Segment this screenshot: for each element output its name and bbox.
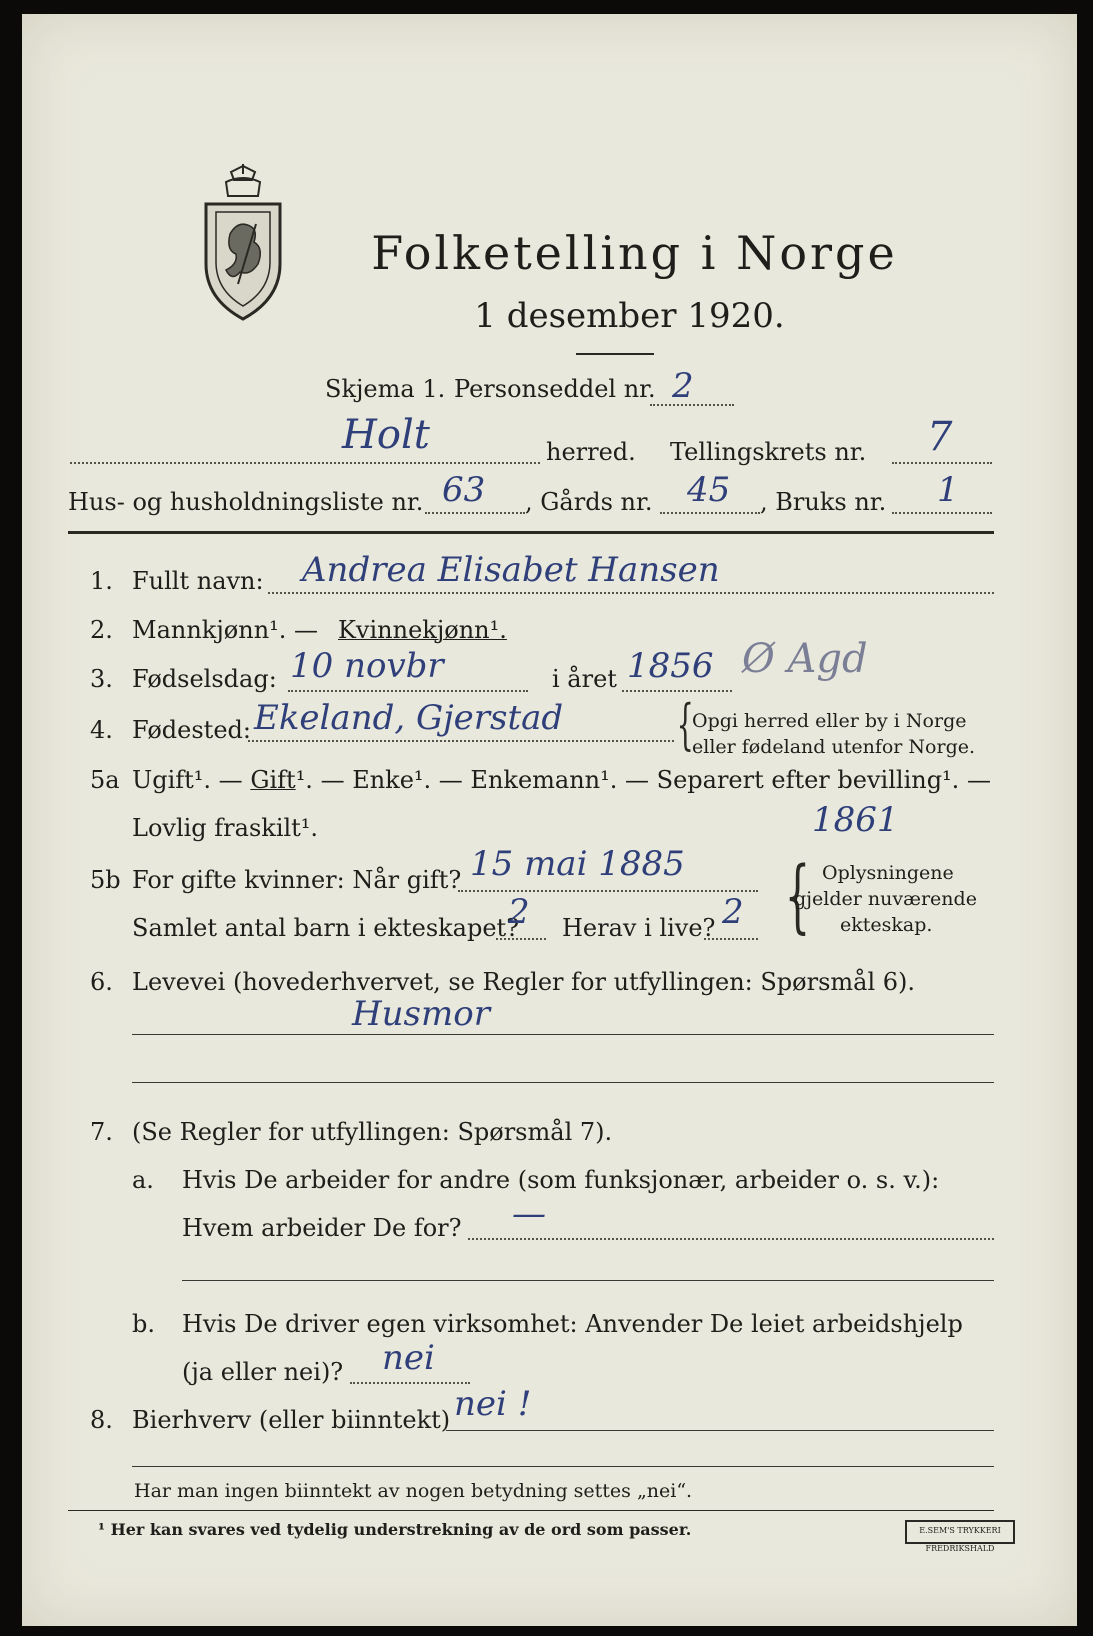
q7a-label: Hvis De arbeider for andre (som funksjonær, arbeider o. s. v.): xyxy=(182,1166,940,1194)
q7b-letter: b. xyxy=(132,1310,155,1338)
q7b-label-2: (ja eller nei)? xyxy=(182,1358,344,1386)
q5b-date-line xyxy=(458,890,758,892)
status-unmarried-option[interactable]: Ugift¹. — xyxy=(132,766,243,794)
children-alive-value[interactable]: 2 xyxy=(722,892,744,932)
herred-value[interactable]: Holt xyxy=(342,412,430,458)
q5b-hint-3: ekteskap. xyxy=(840,914,933,936)
q5b-number: 5b xyxy=(90,866,121,894)
status-married-option[interactable]: Gift xyxy=(250,766,296,794)
footer-rule xyxy=(68,1510,994,1511)
sex-male-option[interactable]: Mannkjønn¹. — xyxy=(132,616,319,644)
marriage-year-annotation: 1861 xyxy=(812,800,899,840)
bruks-value[interactable]: 1 xyxy=(937,470,959,510)
q8-line-2 xyxy=(132,1466,994,1467)
q4-number: 4. xyxy=(90,716,113,744)
herred-line xyxy=(70,462,540,464)
bruks-line xyxy=(892,512,992,514)
q5b-hint-2: gjelder nuværende xyxy=(794,888,977,910)
tellingskrets-label: Tellingskrets nr. xyxy=(670,438,867,466)
hired-help-value[interactable]: nei xyxy=(382,1338,435,1378)
q4-brace: { xyxy=(676,693,694,756)
birth-annotation: Ø Agd xyxy=(742,636,868,682)
husliste-value[interactable]: 63 xyxy=(442,470,486,510)
herred-label: herred. xyxy=(546,438,636,466)
gards-line xyxy=(660,512,760,514)
q5b-alive-label: Herav i live? xyxy=(562,914,716,942)
header-rule xyxy=(68,531,994,534)
q6-label: Levevei (hovederhvervet, se Regler for utfyllingen: Spørsmål 6). xyxy=(132,968,916,996)
q6-number: 6. xyxy=(90,968,113,996)
marriage-date-value[interactable]: 15 mai 1885 xyxy=(470,844,685,884)
q5b-label: For gifte kvinner: Når gift? xyxy=(132,866,462,894)
q5b-brace: { xyxy=(784,849,811,942)
q3-label: Fødselsdag: xyxy=(132,665,277,693)
tellingskrets-line xyxy=(892,462,992,464)
form-title: Folketelling i Norge xyxy=(371,226,898,280)
nei-instruction: Har man ingen biinntekt av nogen betydning settes „nei“. xyxy=(134,1480,693,1502)
q5b-children-label: Samlet antal barn i ekteskapet? xyxy=(132,914,520,942)
tellingskrets-value[interactable]: 7 xyxy=(927,414,953,460)
occupation-value[interactable]: Husmor xyxy=(352,994,490,1034)
full-name-value[interactable]: Andrea Elisabet Hansen xyxy=(302,550,720,590)
q7a-label-2: Hvem arbeider De for? xyxy=(182,1214,462,1242)
q7a-line xyxy=(468,1238,994,1240)
form-subtitle: 1 desember 1920. xyxy=(474,296,785,336)
q8-number: 8. xyxy=(90,1406,113,1434)
birth-year-value[interactable]: 1856 xyxy=(627,646,714,686)
birthplace-value[interactable]: Ekeland, Gjerstad xyxy=(254,698,564,738)
husliste-line xyxy=(425,512,525,514)
q3-year-label: i året xyxy=(552,665,617,693)
q3-year-line xyxy=(622,690,732,692)
q1-number: 1. xyxy=(90,567,113,595)
side-income-value[interactable]: nei ! xyxy=(454,1384,532,1424)
birth-date-value[interactable]: 10 novbr xyxy=(290,646,444,686)
q7-label: (Se Regler for utfyllingen: Spørsmål 7). xyxy=(132,1118,613,1146)
q1-line xyxy=(268,592,994,594)
q7b-label: Hvis De driver egen virksomhet: Anvender De leiet arbeidshjelp xyxy=(182,1310,963,1338)
children-count-value[interactable]: 2 xyxy=(508,892,530,932)
q3-date-line xyxy=(288,690,528,692)
q5a-number: 5a xyxy=(90,766,120,794)
q7-number: 7. xyxy=(90,1118,113,1146)
bruks-label: , Bruks nr. xyxy=(760,488,887,516)
q7a-line-2 xyxy=(182,1280,994,1281)
q4-line xyxy=(248,740,674,742)
personseddel-label: Personseddel nr. xyxy=(454,375,656,403)
q8-line xyxy=(446,1430,994,1431)
q6-line-1 xyxy=(132,1034,994,1035)
q1-label: Fullt navn: xyxy=(132,567,264,595)
q4-label: Fødested: xyxy=(132,716,251,744)
printer-stamp: E.SEM'S TRYKKERI FREDRIKSHALD xyxy=(905,1520,1015,1544)
q8-label: Bierhverv (eller biinntekt) xyxy=(132,1406,451,1434)
title-divider xyxy=(576,353,654,355)
q7b-line xyxy=(350,1382,470,1384)
footnote: ¹ Her kan svares ved tydelig understrekning av de ord som passer. xyxy=(98,1520,692,1539)
q7a-letter: a. xyxy=(132,1166,154,1194)
q2-number: 2. xyxy=(90,616,113,644)
q3-number: 3. xyxy=(90,665,113,693)
q5b-children-line xyxy=(496,938,546,940)
husliste-label: Hus- og husholdningsliste nr. xyxy=(68,488,424,516)
employer-value[interactable]: — xyxy=(512,1194,546,1234)
skjema-label: Skjema 1. xyxy=(325,375,446,403)
q5b-hint-1: Oplysningene xyxy=(822,862,954,884)
status-other-options[interactable]: ¹. — Enke¹. — Enkemann¹. — Separert efter bevilling¹. — xyxy=(295,766,991,794)
q4-hint-2: eller fødeland utenfor Norge. xyxy=(692,736,976,758)
q5b-alive-line xyxy=(704,938,758,940)
census-form-page xyxy=(22,14,1077,1626)
status-divorced-option[interactable]: Lovlig fraskilt¹. xyxy=(132,814,319,842)
sex-female-option[interactable]: Kvinnekjønn¹. xyxy=(338,616,507,644)
gards-value[interactable]: 45 xyxy=(687,470,731,510)
q4-hint-1: Opgi herred eller by i Norge xyxy=(692,710,967,732)
q5a-options xyxy=(132,766,991,794)
q6-line-2 xyxy=(132,1082,994,1083)
personseddel-value[interactable]: 2 xyxy=(672,366,694,406)
gards-label: , Gårds nr. xyxy=(525,488,653,516)
